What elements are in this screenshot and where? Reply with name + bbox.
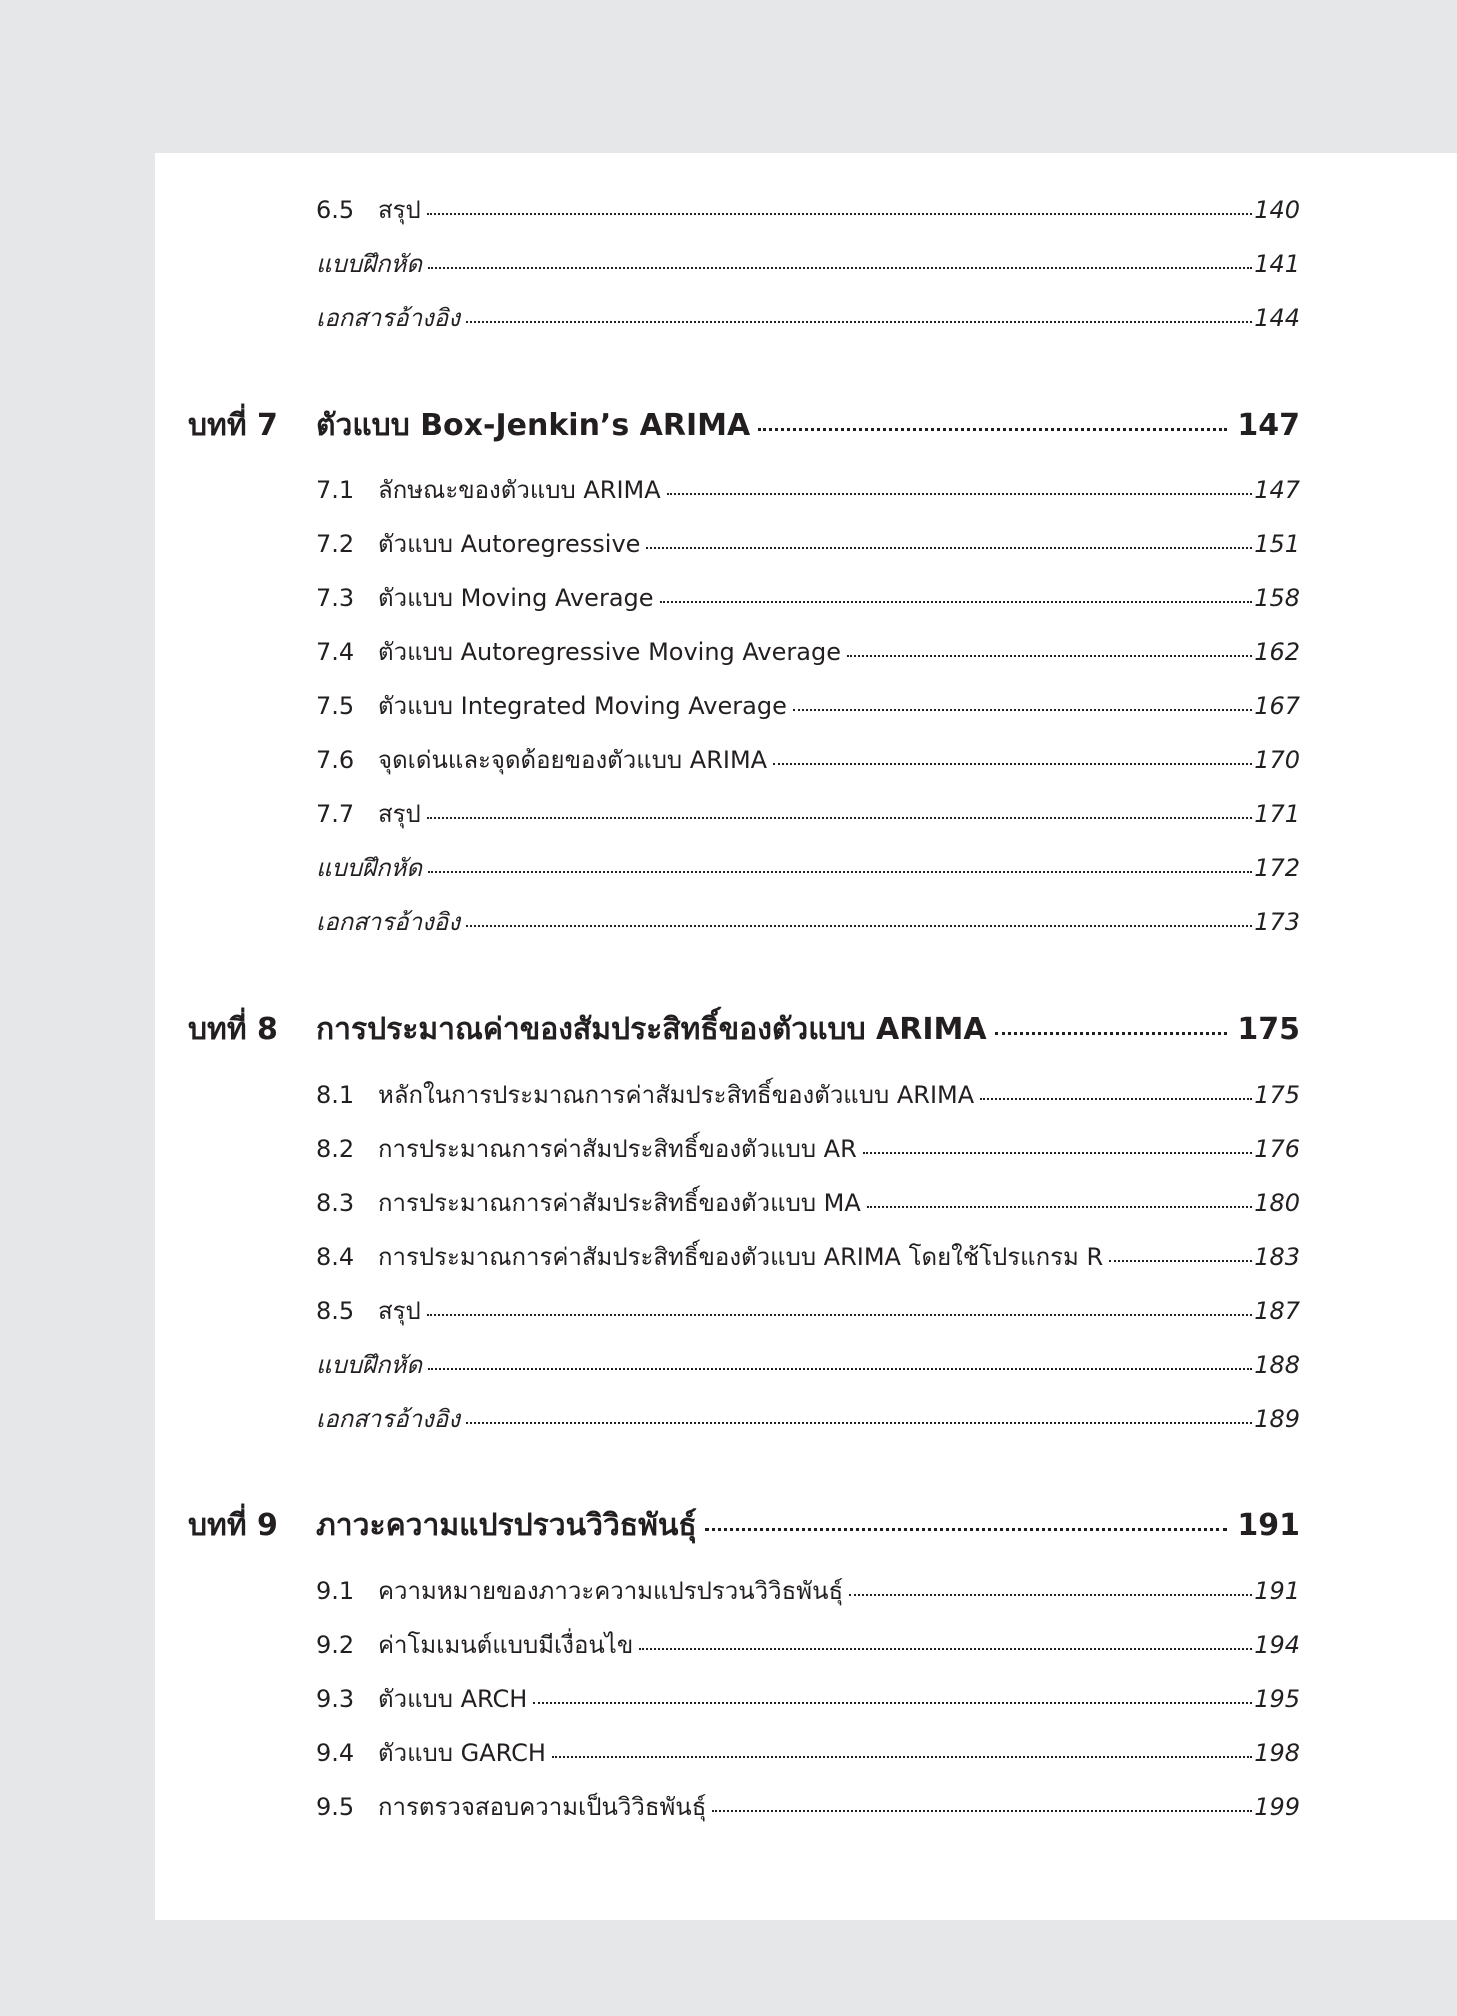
section-number: 7.2 — [316, 530, 355, 558]
toc-chapter-entry[interactable] — [188, 408, 1300, 444]
chapter-title: ภาวะความแปรปรวนวิวิธพันธุ์ — [316, 1508, 697, 1543]
page-number: 141 — [1254, 250, 1300, 278]
toc-section-entry[interactable] — [316, 637, 1300, 667]
page-number: 191 — [1237, 1508, 1300, 1543]
dot-leader — [428, 1368, 1252, 1370]
toc-chapter-entry[interactable] — [188, 1508, 1300, 1544]
toc-section-entry[interactable] — [316, 691, 1300, 721]
page-number: 191 — [1254, 1577, 1300, 1605]
section-title: ตัวแบบ Integrated Moving Average — [378, 692, 787, 720]
page-number: 194 — [1254, 1631, 1300, 1659]
dot-leader — [466, 1422, 1252, 1424]
dot-leader — [427, 1314, 1252, 1316]
toc-section-entry[interactable] — [316, 1296, 1300, 1326]
dot-leader — [758, 428, 1227, 431]
toc-section-entry[interactable] — [316, 1630, 1300, 1660]
dot-leader — [849, 1594, 1252, 1596]
toc-extra-entry[interactable] — [316, 249, 1300, 279]
section-title: การประมาณการค่าสัมประสิทธิ์ของตัวแบบ AR — [378, 1135, 857, 1163]
section-number: 9.3 — [316, 1685, 355, 1713]
toc-chapter-entry[interactable] — [188, 1012, 1300, 1048]
page-number: 158 — [1254, 584, 1300, 612]
dot-leader — [980, 1098, 1252, 1100]
section-title: ตัวแบบ Moving Average — [378, 584, 654, 612]
toc-section-entry[interactable] — [316, 1684, 1300, 1714]
section-number: 8.3 — [316, 1189, 355, 1217]
section-number: 9.2 — [316, 1631, 355, 1659]
chapter-label: บทที่ 7 — [188, 408, 278, 443]
section-number: 7.5 — [316, 692, 355, 720]
page-number: 144 — [1254, 304, 1300, 332]
section-title: การประมาณการค่าสัมประสิทธิ์ของตัวแบบ ARIMA โดยใช้โปรแกรม R — [378, 1243, 1104, 1271]
section-number: 8.5 — [316, 1297, 355, 1325]
dot-leader — [867, 1206, 1252, 1208]
section-number: 9.4 — [316, 1739, 355, 1767]
page-number: 175 — [1237, 1012, 1300, 1047]
page-number: 147 — [1254, 476, 1300, 504]
toc-section-entry[interactable] — [316, 1242, 1300, 1272]
dot-leader — [466, 321, 1252, 323]
toc-section-entry[interactable] — [316, 1134, 1300, 1164]
section-title: ความหมายของภาวะความแปรปรวนวิวิธพันธุ์ — [378, 1577, 844, 1605]
entry-title: แบบฝึกหัด — [316, 1351, 422, 1379]
page-number: 180 — [1254, 1189, 1300, 1217]
section-title: สรุป — [378, 196, 421, 224]
section-number: 8.4 — [316, 1243, 355, 1271]
toc-section-entry[interactable] — [316, 1188, 1300, 1218]
dot-leader — [427, 817, 1252, 819]
page-number: 170 — [1254, 746, 1300, 774]
dot-leader — [427, 213, 1252, 215]
section-title: การตรวจสอบความเป็นวิวิธพันธุ์ — [378, 1793, 707, 1821]
dot-leader — [793, 709, 1252, 711]
toc-extra-entry[interactable] — [316, 1404, 1300, 1434]
section-number: 7.7 — [316, 800, 355, 828]
toc-extra-entry[interactable] — [316, 853, 1300, 883]
section-title: สรุป — [378, 1297, 421, 1325]
toc-section-entry[interactable] — [316, 799, 1300, 829]
section-number: 7.3 — [316, 584, 355, 612]
section-title: หลักในการประมาณการค่าสัมประสิทธิ์ของตัวแบบ ARIMA — [378, 1081, 975, 1109]
chapter-title: ตัวแบบ Box-Jenkin’s ARIMA — [316, 408, 751, 443]
chapter-title: การประมาณค่าของสัมประสิทธิ์ของตัวแบบ ARIMA — [316, 1012, 987, 1047]
toc-section-entry[interactable] — [316, 529, 1300, 559]
dot-leader — [667, 493, 1253, 495]
toc-section-entry[interactable] — [316, 195, 1300, 225]
section-number: 9.1 — [316, 1577, 355, 1605]
page-number: 172 — [1254, 854, 1300, 882]
entry-title: แบบฝึกหัด — [316, 250, 422, 278]
chapter-label: บทที่ 9 — [188, 1508, 278, 1543]
page-number: 195 — [1254, 1685, 1300, 1713]
toc-extra-entry[interactable] — [316, 1350, 1300, 1380]
toc-section-entry[interactable] — [316, 475, 1300, 505]
section-title: ค่าโมเมนต์แบบมีเงื่อนไข — [378, 1631, 634, 1659]
dot-leader — [773, 763, 1252, 765]
dot-leader — [705, 1528, 1228, 1531]
page-number: 198 — [1254, 1739, 1300, 1767]
page-number: 187 — [1254, 1297, 1300, 1325]
toc-extra-entry[interactable] — [316, 303, 1300, 333]
dot-leader — [1109, 1260, 1252, 1262]
toc-section-entry[interactable] — [316, 1576, 1300, 1606]
page-number: 140 — [1254, 196, 1300, 224]
section-number: 8.1 — [316, 1081, 355, 1109]
dot-leader — [847, 655, 1252, 657]
section-title: ตัวแบบ Autoregressive — [378, 530, 641, 558]
toc-section-entry[interactable] — [316, 1738, 1300, 1768]
toc-section-entry[interactable] — [316, 1792, 1300, 1822]
dot-leader — [428, 267, 1252, 269]
toc-section-entry[interactable] — [316, 583, 1300, 613]
entry-title: เอกสารอ้างอิง — [316, 1405, 460, 1433]
page-number: 183 — [1254, 1243, 1300, 1271]
page-number: 162 — [1254, 638, 1300, 666]
dot-leader — [428, 871, 1252, 873]
chapter-label: บทที่ 8 — [188, 1012, 278, 1047]
page-number: 199 — [1254, 1793, 1300, 1821]
page-number: 151 — [1254, 530, 1300, 558]
dot-leader — [466, 925, 1252, 927]
toc-section-entry[interactable] — [316, 745, 1300, 775]
page-number: 147 — [1237, 408, 1300, 443]
dot-leader — [533, 1702, 1252, 1704]
entry-title: แบบฝึกหัด — [316, 854, 422, 882]
section-title: การประมาณการค่าสัมประสิทธิ์ของตัวแบบ MA — [378, 1189, 861, 1217]
page-number: 176 — [1254, 1135, 1300, 1163]
dot-leader — [660, 601, 1253, 603]
section-number: 7.6 — [316, 746, 355, 774]
section-title: ตัวแบบ Autoregressive Moving Average — [378, 638, 841, 666]
section-number: 7.1 — [316, 476, 355, 504]
toc-section-entry[interactable] — [316, 1080, 1300, 1110]
section-title: ตัวแบบ ARCH — [378, 1685, 528, 1713]
dot-leader — [712, 1810, 1252, 1812]
section-title: ตัวแบบ GARCH — [378, 1739, 546, 1767]
dot-leader — [646, 547, 1252, 549]
dot-leader — [552, 1756, 1252, 1758]
page-number: 173 — [1254, 908, 1300, 936]
section-title: สรุป — [378, 800, 421, 828]
entry-title: เอกสารอ้างอิง — [316, 304, 460, 332]
entry-title: เอกสารอ้างอิง — [316, 908, 460, 936]
page-number: 175 — [1254, 1081, 1300, 1109]
section-number: 6.5 — [316, 196, 355, 224]
page-number: 167 — [1254, 692, 1300, 720]
section-number: 9.5 — [316, 1793, 355, 1821]
section-number: 7.4 — [316, 638, 355, 666]
section-title: จุดเด่นและจุดด้อยของตัวแบบ ARIMA — [378, 746, 768, 774]
toc-extra-entry[interactable] — [316, 907, 1300, 937]
section-title: ลักษณะของตัวแบบ ARIMA — [378, 476, 661, 504]
section-number: 8.2 — [316, 1135, 355, 1163]
page-number: 189 — [1254, 1405, 1300, 1433]
page-number: 171 — [1254, 800, 1300, 828]
dot-leader — [995, 1032, 1228, 1035]
page-number: 188 — [1254, 1351, 1300, 1379]
dot-leader — [639, 1648, 1252, 1650]
dot-leader — [863, 1152, 1252, 1154]
